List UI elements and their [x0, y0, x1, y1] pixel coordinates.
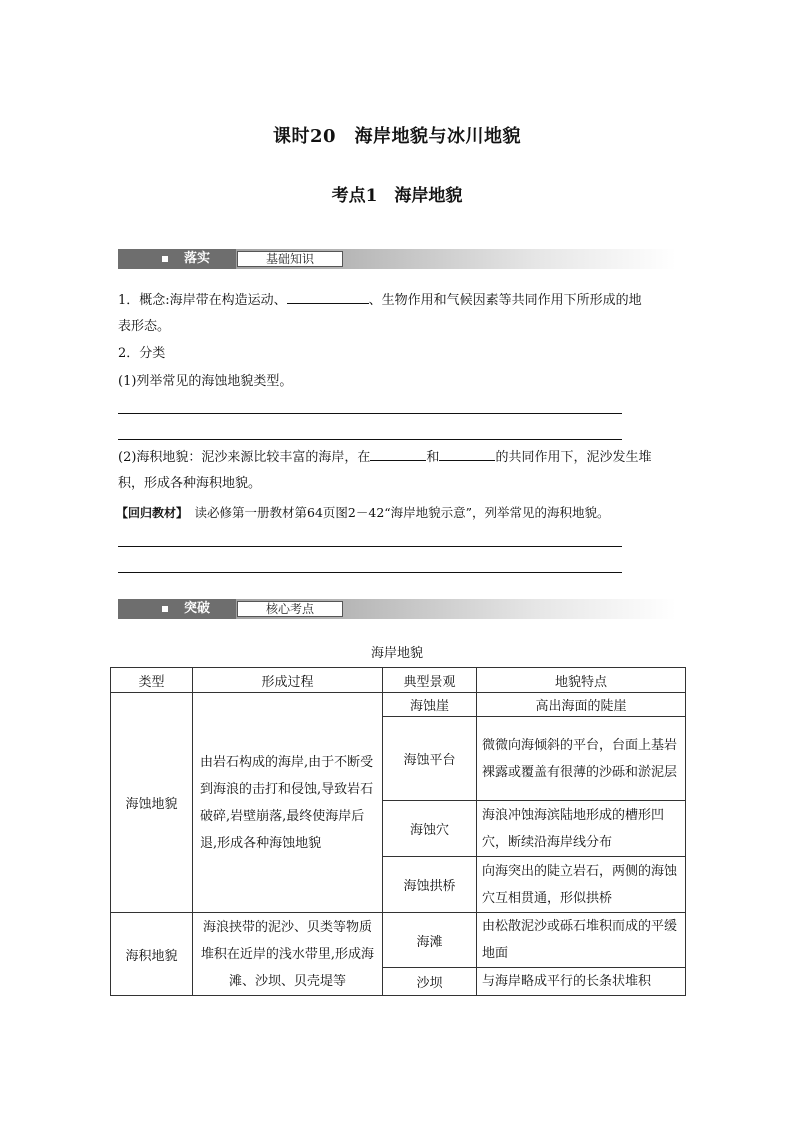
section-label: 突破	[184, 601, 211, 616]
table-row	[111, 693, 686, 717]
answer-line[interactable]	[118, 413, 622, 414]
table-row	[111, 913, 686, 968]
concept-paragraph: 1．概念:海岸带在构造运动、 、生物作用和气候因素等共同作用下所形成的地 表形态。	[118, 288, 683, 340]
table-header-row	[111, 668, 686, 693]
landscape-cell: 海滩	[383, 913, 477, 968]
feature-cell: 高出海面的陡崖	[477, 693, 686, 717]
header-cell: 典型景观	[383, 668, 477, 693]
point-title: 考点1 海岸地貌	[331, 186, 463, 206]
section-tag: 基础知识	[237, 251, 343, 267]
fill-blank[interactable]	[370, 446, 426, 461]
square-bullet-icon	[162, 256, 168, 262]
fill-blank[interactable]	[287, 289, 369, 304]
section-bar-core	[118, 599, 676, 619]
type-cell: 海蚀地貌	[111, 693, 193, 913]
classification-heading: 2．分类	[118, 346, 166, 361]
process-cell: 海浪挟带的泥沙、贝类等物质堆积在近岸的浅水带里,形成海滩、沙坝、贝壳堤等	[193, 913, 383, 996]
lesson-title: 课时20 海岸地貌与冰川地貌	[272, 126, 522, 147]
answer-line[interactable]	[118, 546, 622, 547]
section-label: 落实	[184, 251, 211, 266]
section-tag: 核心考点	[237, 601, 343, 617]
landscape-cell: 海蚀穴	[383, 801, 477, 857]
answer-line[interactable]	[118, 572, 622, 573]
header-cell: 类型	[111, 668, 193, 693]
answer-line[interactable]	[118, 439, 622, 440]
feature-cell: 与海岸略成平行的长条状堆积	[477, 968, 686, 996]
table-caption: 海岸地貌	[370, 646, 423, 661]
type-cell: 海积地貌	[111, 913, 193, 996]
feature-cell: 海浪冲蚀海滨陆地形成的槽形凹穴，断续沿海岸线分布	[477, 801, 686, 857]
landscape-cell: 海蚀拱桥	[383, 857, 477, 913]
square-bullet-icon	[162, 606, 168, 612]
feature-cell: 由松散泥沙或砾石堆积而成的平缓地面	[477, 913, 686, 968]
landscape-cell: 海蚀崖	[383, 693, 477, 717]
erosion-question: (1)列举常见的海蚀地貌类型。	[118, 374, 293, 389]
landscape-cell: 沙坝	[383, 968, 477, 996]
process-cell: 由岩石构成的海岸,由于不断受到海浪的击打和侵蚀,导致岩石破碎,岩壁崩落,最终使海岸后退,形成各种海蚀地貌	[193, 693, 383, 913]
return-textbook: 【回归教材】 读必修第一册教材第64页图2－42“海岸地貌示意”，列举常见的海积地貌。	[116, 505, 610, 520]
coastal-landform-table	[110, 667, 686, 996]
header-cell: 形成过程	[193, 668, 383, 693]
deposition-paragraph: (2)海积地貌：泥沙来源比较丰富的海岸，在 和 的共同作用下，泥沙发生堆 积，形成各种海积地貌。	[118, 445, 683, 497]
fill-blank[interactable]	[439, 446, 495, 461]
feature-cell: 微微向海倾斜的平台，台面上基岩裸露或覆盖有很薄的沙砾和淤泥层	[477, 717, 686, 801]
section-bar-basics	[118, 249, 676, 269]
return-label: 【回归教材】	[116, 506, 183, 520]
header-cell: 地貌特点	[477, 668, 686, 693]
feature-cell: 向海突出的陡立岩石，两侧的海蚀穴互相贯通，形似拱桥	[477, 857, 686, 913]
landscape-cell: 海蚀平台	[383, 717, 477, 801]
